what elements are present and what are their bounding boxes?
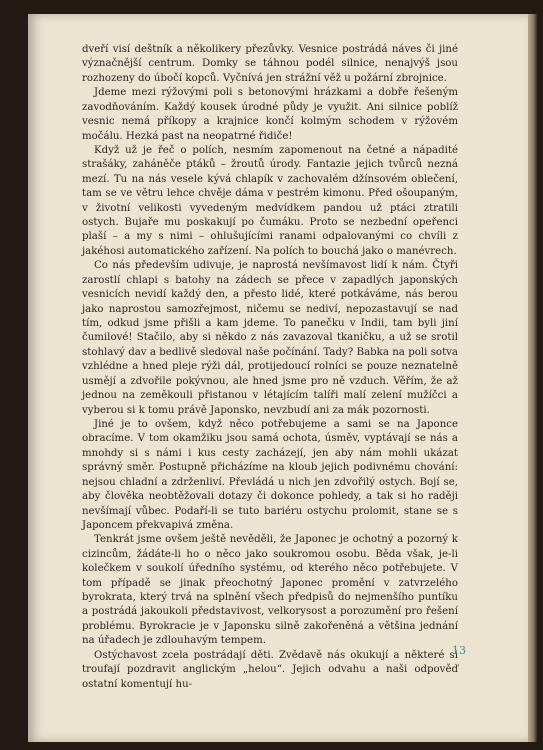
- paragraph: Tenkrát jsme ovšem ještě nevěděli, že Japonec je ochotný a pozorný k cizincům, žádáte-li ho o něco jako soukromou osobu. Běda však, je-li kolečkem v soukolí úředního systému, od kterého něco potřebujete. V tom případě se jinak přeochotný Japonec promění v zatvrzelého byrokrata, který trvá na splnění všech předpisů do nejmenšího puntíku a postrádá jakoukoli představivost, velkorysost a porozumění pro řešení problému. Byrokracie je v Japonsku silně zakořeněná a většina jednání na úřadech je zdlouhavým tempem.: [82, 534, 458, 647]
- paragraph: dveří visí deštník a několikery přezůvky. Vesnice postrádá náves či jiné význačnější centrum. Domky se táhnou podél silnice, nenajvýš jsou rozhozeny do úbočí kopců. Vyčnívá jen strážní věž u požární zbrojnice.: [82, 44, 458, 84]
- paragraph: Jiné je to ovšem, když něco potřebujeme a sami se na Japonce obracíme. V tom okamžiku jsou samá ochota, úsměv, vyptávají se nás a mnohdy si s námi i kus cesty zacházejí, jen aby nám mohli ukázat správný směr. Postupně přicházíme na kloub jejich podivnému chování: nejsou chladní a zdrženliví. Převládá u nich jen zdvořilý ostych. Bojí se, aby člověka neobtěžovali dotazy či dokonce pohledy, a tak si ho raději nevšímají vůbec. Podaří-li se tuto bariéru ostychu prolomit, stane se s Japoncem překvapivá změna.: [82, 418, 458, 531]
- paragraph: Jdeme mezi rýžovými poli s betonovými hrázkami a dobře řešeným zavodňováním. Každý kousek úrodné půdy je využit. Ani silnice poblíž vesnic nemá příkopy a krajnice končí kolmým schodem v rýžovém močálu. Hezká past na neopatrné řidiče!: [82, 87, 458, 142]
- page-number: 13: [452, 644, 466, 657]
- paragraph: Ostýchavost zcela postrádají děti. Zvědavě nás okukují a některé si troufají pozdravit anglickým „helou“. Jejich odvahu a naši odpověď ostatní komentují hu-: [82, 649, 458, 690]
- page-edge: [528, 14, 537, 742]
- paragraph: Když už je řeč o polích, nesmím zapomenout na četné a nápadité strašáky, zaháněče ptáků – žroutů úrody. Fantazie jejich tvůrců nezná mezí. Tu na nás vesele kývá chlapík v zachovalém džínsovém oblečení, tam se ve větru lehce chvěje dáma v pestrém kimonu. Před ošoupaným, v životní velikosti vyvedeným medvídkem pandou už ptáci ztratili ostych. Bujaře mu poskakují po čumáku. Proto se nezbední opeřenci plaší – a my s nimi – ohlušujícími ranami odpalovanými co chvíli z jakéhosi automatického zařízení. Na polích to bouchá jako o manévrech.: [82, 144, 458, 257]
- paragraph: Co nás především udivuje, je naprostá nevšímavost lidí k nám. Čtyři zarostlí chlapi s batohy na zádech se přece v zapadlých japonských vesnicích nevidí každý den, a přesto lidé, které potkáváme, nás berou jako naprostou samozřejmost, ničemu se nediví, nepozastavují se nad tím, odkud jsme přišli a kam jdeme. To panečku v Indii, tam byli jiní čumilové! Stačilo, aby si někdo z nás zavazoval tkaničku, a už se srotil stohlavý dav a bedlivě sledoval naše počínání. Tady? Babka na poli sotva vzhlédne a hned pleje rýži dál, protijedoucí rolníci se pouze neznatelně usmějí a zdvořile pokývnou, ale hned jsme pro ně vzduch. Věřím, že až jednou na zeměkouli přistanou v létajícím talíři malí zelení mužíčci a vyberou si k tomu právě Japonsko, nevzbudí ani za mák pozornosti.: [82, 260, 458, 416]
- body-text: [82, 43, 458, 692]
